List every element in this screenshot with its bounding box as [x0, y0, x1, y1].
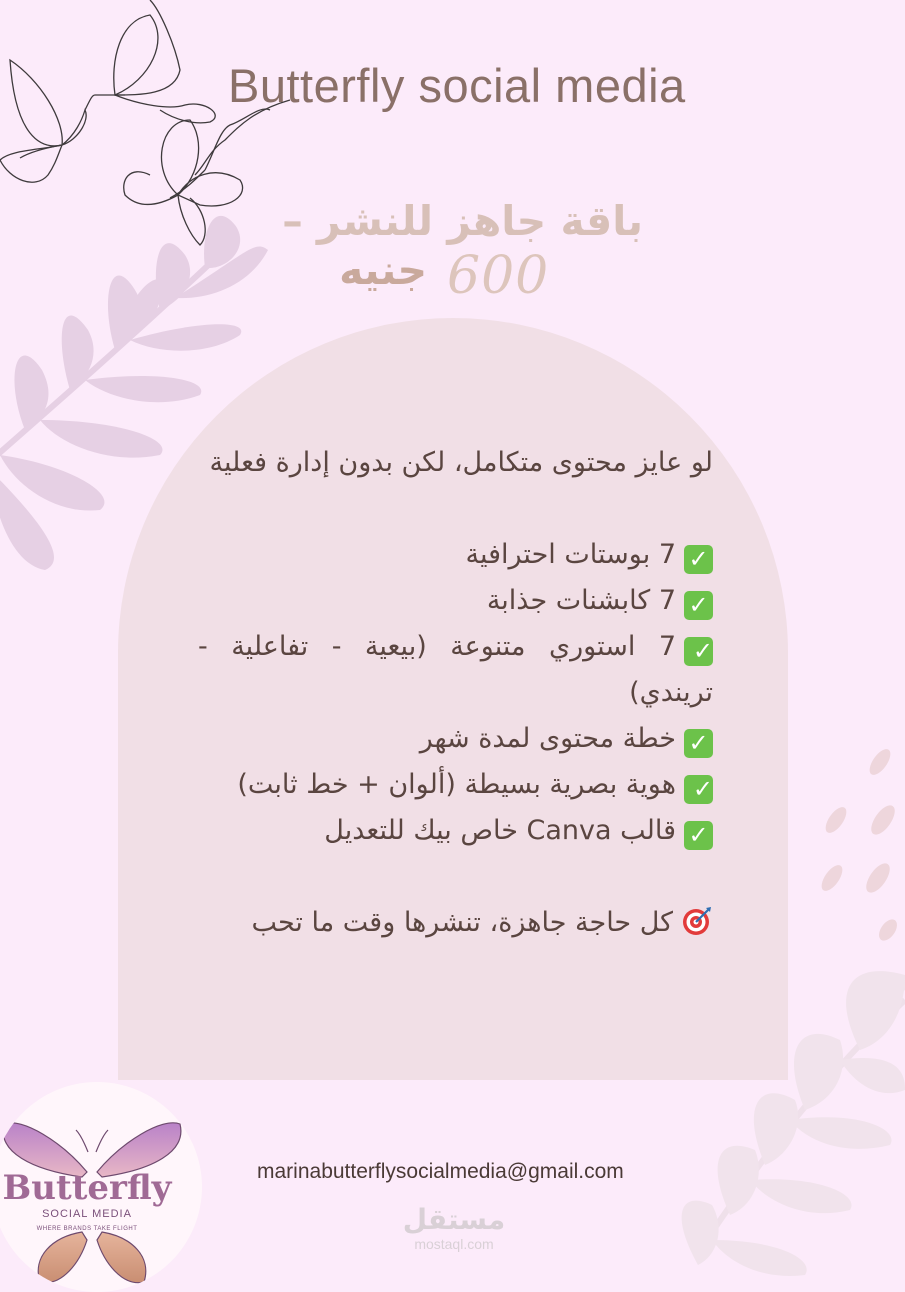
feature-item: ✓7 كابشنات جذابة: [198, 578, 713, 624]
target-icon: [681, 905, 713, 937]
check-mark-icon: ✓: [684, 821, 713, 850]
mostaql-watermark: [398, 1204, 510, 1252]
check-mark-icon: ✓: [684, 729, 713, 758]
feature-item: ✓7 بوستات احترافية: [198, 532, 713, 578]
price-line: [339, 246, 427, 294]
check-mark-icon: ✓: [684, 637, 713, 666]
contact-email[interactable]: marinabutterflysocialmedia@gmail.com: [257, 1160, 624, 1183]
package-title: باقة جاهز للنشر –: [282, 197, 643, 245]
check-mark-icon: ✓: [684, 545, 713, 574]
price-value: 600: [447, 246, 550, 306]
logo-subtitle: SOCIAL MEDIA: [42, 1208, 132, 1220]
package-description: [198, 440, 713, 946]
feature-item: ✓خطة محتوى لمدة شهر: [198, 716, 713, 762]
brand-logo: [0, 1082, 202, 1292]
watermark-arabic: مستقل: [402, 1203, 506, 1236]
feature-item: ✓هوية بصرية بسيطة (ألوان + خط ثابت): [237, 769, 713, 803]
decorative-drops: [818, 746, 901, 944]
check-mark-icon: ✓: [684, 591, 713, 620]
watermark-domain: mostaql.com: [414, 1236, 494, 1252]
check-mark-icon: ✓: [684, 775, 713, 804]
logo-wordmark: Butterfly: [2, 1168, 172, 1208]
brand-title: Butterfly social media: [228, 59, 686, 112]
intro-text: لو عايز محتوى متكامل، لكن بدون إدارة فعلية: [209, 447, 713, 478]
feature-item: ✓قالب Canva خاص بيك للتعديل: [198, 808, 713, 854]
price-unit: جنيه: [339, 246, 427, 294]
feature-item: ✓7 استوري متنوعة (بيعية - تفاعلية - تريندي): [198, 631, 713, 708]
closing-text: كل حاجة جاهزة، تنشرها وقت ما تحب: [198, 900, 713, 946]
logo-tagline: WHERE BRANDS TAKE FLIGHT: [36, 1226, 138, 1232]
line-butterflies: [0, 0, 290, 245]
